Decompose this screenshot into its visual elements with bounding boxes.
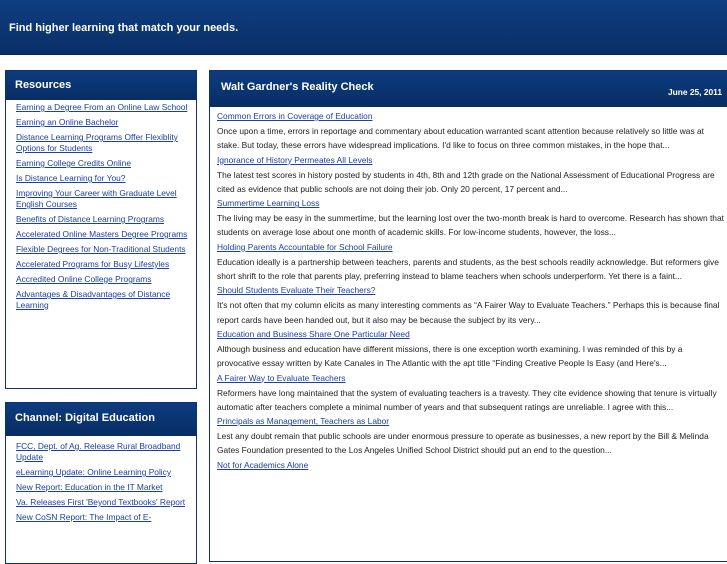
channel-list: [6, 436, 196, 523]
article-excerpt: Education ideally is a partnership between teachers, parents and students, as the best schools readily acknowledge. But reformers give short shrift to the role that parents play, preferring instead to blame teachers when schools underperform. Yet there is a faint...: [217, 256, 719, 282]
resource-link[interactable]: Improving Your Career with Graduate Level English Courses: [16, 188, 177, 209]
resources-heading: Resources: [6, 71, 196, 100]
article-excerpt: Reformers have long maintained that the system of evaluating teachers is a travesty. They cite evidence showing that tenure is virtually automatic after teachers complete a minimal number of years and that subsequent ratings are unreliable. I agree with this...: [217, 387, 717, 412]
blog-date: June 25, 2011: [667, 87, 722, 97]
article-title-link[interactable]: A Fairer Way to Evaluate Teachers: [217, 372, 346, 383]
list-item: [16, 244, 190, 255]
article-list: [210, 107, 727, 471]
article-excerpt: Although business and education have different missions, there is one exception worth examining. I was reminded of this by a provocative essay written by Kate Canales in The Atlantic with the apt title “Finding Creative People Is Easy (and Here's...: [217, 343, 683, 369]
list-item: [16, 117, 190, 128]
list-item: [16, 229, 190, 240]
article-title-link[interactable]: Principals as Management, Teachers as Labor: [217, 416, 390, 427]
list-item: [16, 274, 190, 285]
article-excerpt: It's not often that my column elicits as many interesting comments as “A Fairer Way to Evaluate Teachers.” Perhaps this is because final report cards have been handed out, but it also may be because the subject by its very...: [217, 300, 720, 325]
channel-link[interactable]: FCC, Dept. of Ag. Release Rural Broadband Update: [16, 441, 181, 462]
article-title-link[interactable]: Should Students Evaluate Their Teachers?: [217, 285, 376, 296]
resource-link[interactable]: Earning a Degree From an Online Law School: [16, 102, 188, 112]
article-title-link[interactable]: Ignorance of History Permeates All Levels: [217, 154, 373, 165]
site-header: [0, 0, 727, 55]
article-title-link[interactable]: Common Errors in Coverage of Education: [217, 111, 373, 121]
resource-link[interactable]: Earning College Credits Online: [16, 158, 131, 168]
resources-list: [6, 100, 196, 311]
channel-link[interactable]: New CoSN Report: The Impact of E-: [16, 512, 152, 522]
blog-title: Walt Gardner's Reality Check: [221, 81, 374, 93]
list-item: [16, 512, 190, 523]
article-excerpt: The latest test scores in history posted by students in 4th, 8th and 12th grade on the National Assessment of Educational Progress are cited as evidence that public schools are not doing their job. Only 20 percent, 17 percent and...: [217, 169, 715, 194]
list-item: [16, 467, 190, 478]
resource-link[interactable]: Distance Learning Programs Offer Flexiblity Options for Students: [16, 132, 178, 153]
article-title-link[interactable]: Education and Business Share One Particular Need: [217, 328, 410, 339]
resources-panel: [5, 70, 197, 389]
channel-link[interactable]: eLearning Update: Online Learning Policy: [16, 467, 172, 477]
resource-link[interactable]: Flexible Degrees for Non-Traditional Students: [16, 244, 186, 254]
article-excerpt: The living may be easy in the summertime, but the learning lost over the two-month break is hard to overcome. Research has shown that students on average lose about one month of academic skills. For low-income students, however, the loss...: [217, 213, 724, 238]
resource-link[interactable]: Accelerated Online Masters Degree Programs: [16, 229, 188, 239]
resource-link[interactable]: Is Distance Learning for You?: [16, 173, 126, 183]
list-item: [16, 132, 190, 154]
list-item: [16, 102, 190, 113]
article-title-link[interactable]: Summertime Learning Loss: [217, 198, 320, 209]
blog-header: [210, 71, 727, 107]
article-excerpt: Lest any doubt remain that public schools are under enormous pressure to operate as businesses, a new report by the Bill & Melinda Gates Foundation presented to the Los Angeles Unified School District should put an end to the question...: [217, 431, 709, 456]
article-title-link[interactable]: Not for Academics Alone: [217, 459, 309, 470]
resource-link[interactable]: Accelerated Programs for Busy Lifestyles: [16, 259, 170, 269]
list-item: [16, 497, 190, 508]
list-item: [16, 259, 190, 270]
list-item: [16, 158, 190, 169]
list-item: [16, 441, 190, 463]
resource-link[interactable]: Accredited Online College Programs: [16, 274, 152, 284]
resource-link[interactable]: Benefits of Distance Learning Programs: [16, 214, 165, 224]
blog-panel: [209, 70, 727, 562]
article-title-link[interactable]: Holding Parents Accountable for School Failure: [217, 241, 393, 252]
list-item: [16, 173, 190, 184]
article-excerpt: Once upon a time, errors in reportage and commentary about education warranted scant attention because relatively so little was at stake. But today, these errors have widespread implications. I'd like to focus on three common mistakes, in the hope that...: [217, 126, 704, 151]
channel-heading: Channel: Digital Education: [6, 403, 196, 436]
list-item: [16, 289, 190, 311]
list-item: [16, 482, 190, 493]
resource-link[interactable]: Advantages & Disadvantages of Distance Learning: [16, 289, 171, 310]
resource-link[interactable]: Earning an Online Bachelor: [16, 117, 119, 127]
site-tagline: Find higher learning that match your needs.: [9, 22, 239, 34]
channel-link[interactable]: New Report: Education in the IT Market: [16, 482, 163, 492]
channel-panel: [5, 402, 197, 564]
list-item: [16, 214, 190, 225]
list-item: [16, 188, 190, 210]
channel-link[interactable]: Va. Releases First 'Beyond Textbooks' Report: [16, 497, 186, 507]
